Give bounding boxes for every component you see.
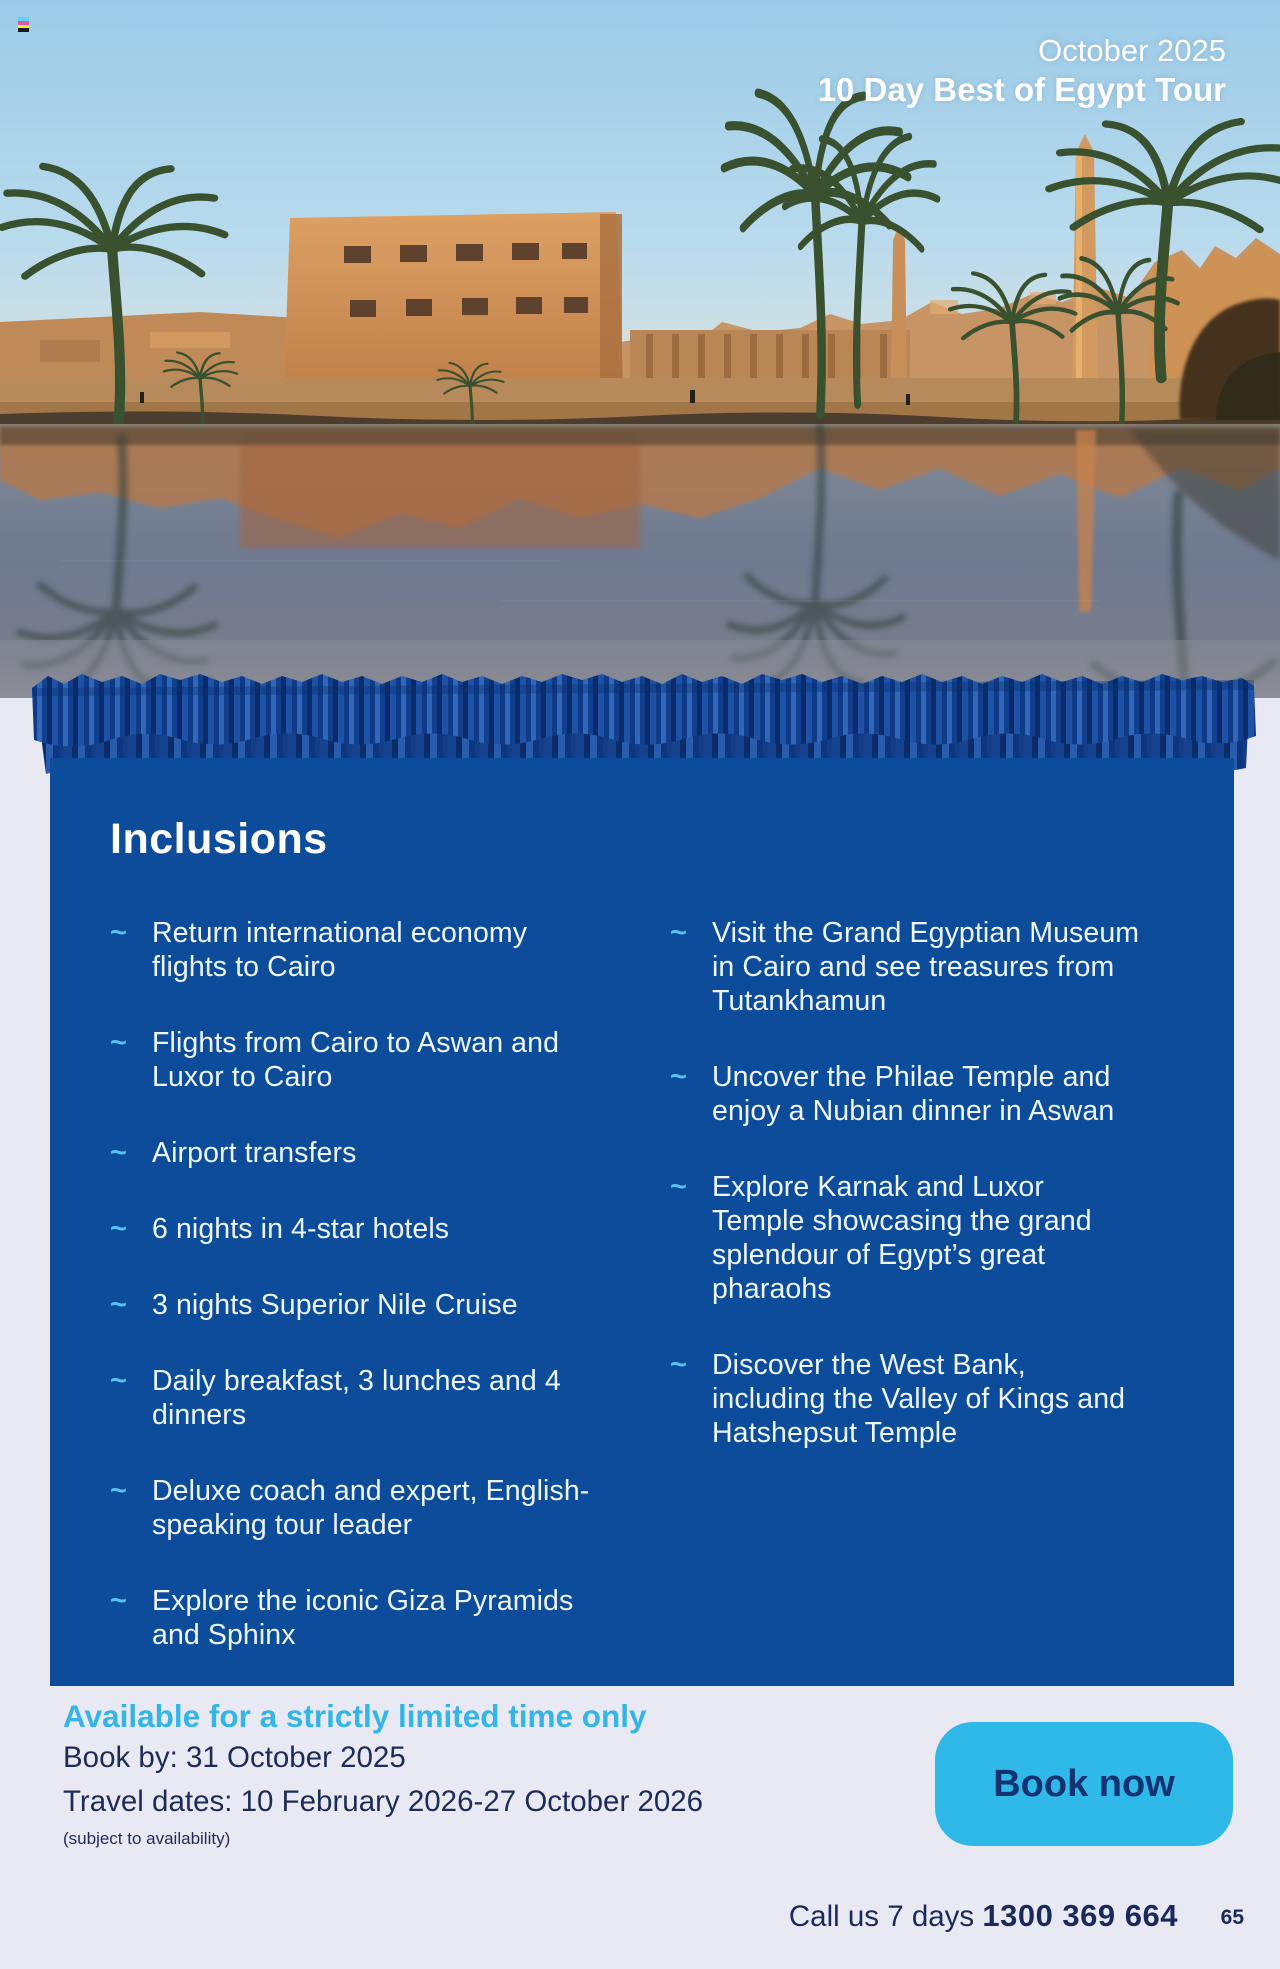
inclusion-text: Return international economy flights to Cairo	[152, 917, 528, 983]
book-by-line: Book by: 31 October 2025	[63, 1741, 406, 1774]
inclusions-heading: Inclusions	[110, 815, 328, 863]
hero-title-block	[818, 32, 1226, 110]
book-now-button[interactable]: Book now	[935, 1722, 1233, 1846]
tilde-bullet-icon: ~	[670, 917, 687, 949]
phone-number[interactable]: 1300 369 664	[982, 1898, 1178, 1933]
inclusion-item	[110, 1288, 610, 1322]
inclusion-item	[670, 1348, 1140, 1450]
availability-headline: Available for a strictly limited time only	[63, 1698, 647, 1734]
tilde-bullet-icon: ~	[110, 1365, 127, 1397]
page-number: 65	[1220, 1906, 1244, 1929]
availability-note: (subject to availability)	[63, 1829, 231, 1848]
call-us-prefix: Call us 7 days	[788, 1900, 983, 1933]
inclusion-text: 6 nights in 4-star hotels	[152, 1213, 450, 1245]
inclusion-text: 3 nights Superior Nile Cruise	[152, 1289, 518, 1321]
tilde-bullet-icon: ~	[670, 1349, 687, 1381]
inclusion-text: Airport transfers	[152, 1137, 357, 1169]
inclusion-text: Explore Karnak and Luxor Temple showcasing the grand splendour of Egypt’s great pharaohs	[712, 1171, 1092, 1305]
tilde-bullet-icon: ~	[110, 917, 127, 949]
registration-mark-icon	[18, 17, 29, 32]
inclusion-item	[110, 1474, 610, 1542]
inclusion-item	[110, 1212, 610, 1246]
inclusions-left-column	[110, 916, 610, 1694]
page-title: 10 Day Best of Egypt Tour	[817, 71, 1226, 108]
issue-date: October 2025	[1038, 33, 1226, 68]
inclusion-item	[670, 916, 1140, 1018]
inclusion-text: Daily breakfast, 3 lunches and 4 dinners	[152, 1365, 561, 1431]
tilde-bullet-icon: ~	[110, 1213, 127, 1245]
inclusion-text: Flights from Cairo to Aswan and Luxor to Cairo	[152, 1027, 560, 1093]
inclusions-right-column	[670, 916, 1140, 1694]
call-us-line	[789, 1898, 1178, 1934]
tilde-bullet-icon: ~	[110, 1027, 127, 1059]
tilde-bullet-icon: ~	[110, 1289, 127, 1321]
inclusion-text: Visit the Grand Egyptian Museum in Cairo and see treasures from Tutankhamun	[712, 917, 1140, 1017]
inclusion-item	[110, 1584, 610, 1652]
tilde-bullet-icon: ~	[670, 1171, 687, 1203]
inclusion-item	[670, 1060, 1140, 1128]
travel-dates-line: Travel dates: 10 February 2026-27 October 2026	[63, 1785, 704, 1818]
inclusion-text: Deluxe coach and expert, English-speaking tour leader	[152, 1475, 590, 1541]
availability-block	[63, 1696, 703, 1852]
tilde-bullet-icon: ~	[110, 1475, 127, 1507]
inclusions-panel	[50, 758, 1234, 1686]
inclusion-text: Explore the iconic Giza Pyramids and Sphinx	[152, 1585, 574, 1651]
tilde-bullet-icon: ~	[670, 1061, 687, 1093]
inclusion-item	[670, 1170, 1140, 1306]
tilde-bullet-icon: ~	[110, 1585, 127, 1617]
inclusion-item	[110, 1026, 610, 1094]
inclusion-item	[110, 916, 610, 984]
inclusion-text: Discover the West Bank, including the Valley of Kings and Hatshepsut Temple	[712, 1349, 1126, 1449]
inclusion-item	[110, 1136, 610, 1170]
inclusion-item	[110, 1364, 610, 1432]
tilde-bullet-icon: ~	[110, 1137, 127, 1169]
inclusion-text: Uncover the Philae Temple and enjoy a Nubian dinner in Aswan	[712, 1061, 1115, 1127]
inclusions-columns	[110, 916, 1234, 1694]
